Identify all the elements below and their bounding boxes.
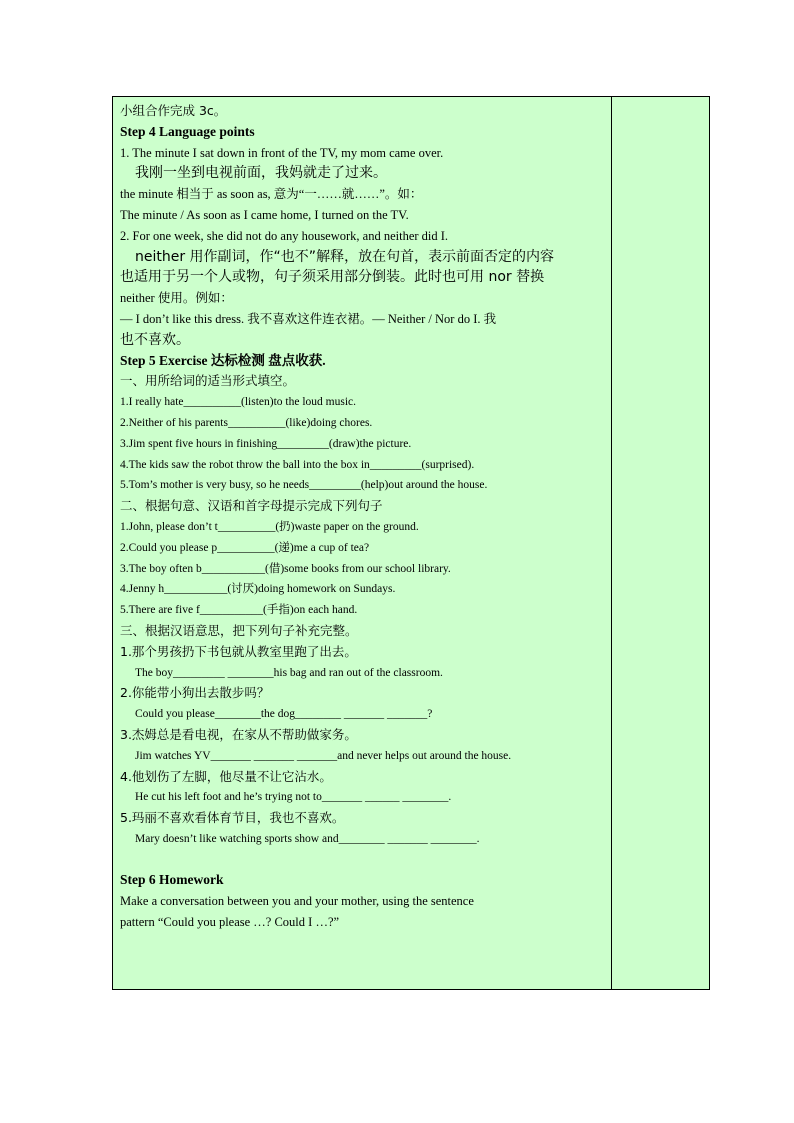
- exercise2-item-2: 2.Could you please p__________(递)me a cup of tea?: [120, 541, 370, 554]
- exercise2-item-5: 5.There are five f___________(手指)on each hand.: [120, 604, 358, 617]
- spacer: [120, 850, 607, 871]
- homework-text-1: Make a conversation between you and your mother, using the sentence: [120, 894, 474, 909]
- exercise1-item-3: 3.Jim spent five hours in finishing_________(draw)the picture.: [120, 437, 412, 450]
- point2-explanation-3: neither 使用。例如：: [120, 291, 233, 306]
- point1-example: The minute / As soon as I came home, I turned on the TV.: [120, 207, 409, 222]
- exercise3-item-5-chinese: 5.玛丽不喜欢看体育节目，我也不喜欢。: [120, 810, 345, 826]
- point2-explanation-2: 也适用于另一个人或物，句子须采用部分倒装。此时也可用 nor 替换: [120, 269, 545, 286]
- exercise1-item-1: 1.I really hate__________(listen)to the loud music.: [120, 396, 357, 409]
- exercise3-item-3-english: Jim watches YV_______ _______ _______and never helps out around the house.: [135, 749, 512, 762]
- exercise2-item-1: 1.John, please don’t t__________(扔)waste paper on the ground.: [120, 520, 419, 533]
- homework-text-2: pattern “Could you please …? Could I …?”: [120, 915, 340, 930]
- exercise3-item-3-chinese: 3.杰姆总是看电视，在家从不帮助做家务。: [120, 726, 357, 742]
- step6-heading: Step 6 Homework: [120, 872, 224, 888]
- exercise1-item-2: 2.Neither of his parents__________(like)doing chores.: [120, 416, 373, 429]
- exercise3-item-1-english: The boy_________ ________his bag and ran out of the classroom.: [135, 666, 443, 679]
- exercise3-item-4-english: He cut his left foot and he’s trying not to_______ ______ ________.: [135, 791, 452, 804]
- exercise1-item-4: 4.The kids saw the robot throw the ball into the box in_________(surprised).: [120, 458, 475, 471]
- exercise2-item-3: 3.The boy often b___________(借)some books from our school library.: [120, 562, 451, 575]
- exercise1-item-5: 5.Tom’s mother is very busy, so he needs_________(help)out around the house.: [120, 479, 488, 492]
- notes-column: [612, 97, 709, 989]
- exercise2-item-4: 4.Jenny h___________(讨厌)doing homework on Sundays.: [120, 583, 396, 596]
- step5-heading: Step 5 Exercise 达标检测 盘点收获.: [120, 352, 326, 368]
- lesson-content-cell: [113, 97, 612, 989]
- point1-translation: 我刚一坐到电视前面，我妈就走了过来。: [135, 165, 387, 182]
- exercise3-item-2-english: Could you please________the dog________ _______ _______?: [135, 708, 433, 721]
- exercise2-heading: 二、根据句意、汉语和首字母提示完成下列句子: [120, 498, 383, 514]
- exercise3-item-2-chinese: 2.你能带小狗出去散步吗？: [120, 685, 270, 701]
- lesson-table: [112, 96, 710, 990]
- step4-heading: Step 4 Language points: [120, 123, 255, 139]
- exercise3-item-5-english: Mary doesn’t like watching sports show and________ _______ ________.: [135, 832, 480, 845]
- point2-example: — I don’t like this dress. 我不喜欢这件连衣裙。— Neither / Nor do I. 我: [120, 311, 497, 326]
- exercise1-heading: 一、用所给词的适当形式填空。: [120, 373, 296, 389]
- point1-explanation: the minute 相当于 as soon as, 意为“一……就……”。如：: [120, 187, 423, 202]
- exercise3-item-1-chinese: 1.那个男孩扔下书包就从教室里跑了出去。: [120, 643, 357, 659]
- point2-example-translation: 也不喜欢。: [120, 331, 190, 348]
- exercise3-heading: 三、根据汉语意思，把下列句子补充完整。: [120, 622, 358, 638]
- point2-sentence: 2. For one week, she did not do any housework, and neither did I.: [120, 228, 449, 243]
- group-work-note: 小组合作完成 3c。: [120, 103, 227, 118]
- point1-sentence: 1. The minute I sat down in front of the TV, my mom came over.: [120, 145, 444, 160]
- exercise3-item-4-chinese: 4.他划伤了左脚，他尽量不让它沾水。: [120, 768, 332, 784]
- point2-explanation-1: neither 用作副词，作“也不”解释，放在句首，表示前面否定的内容: [135, 248, 555, 265]
